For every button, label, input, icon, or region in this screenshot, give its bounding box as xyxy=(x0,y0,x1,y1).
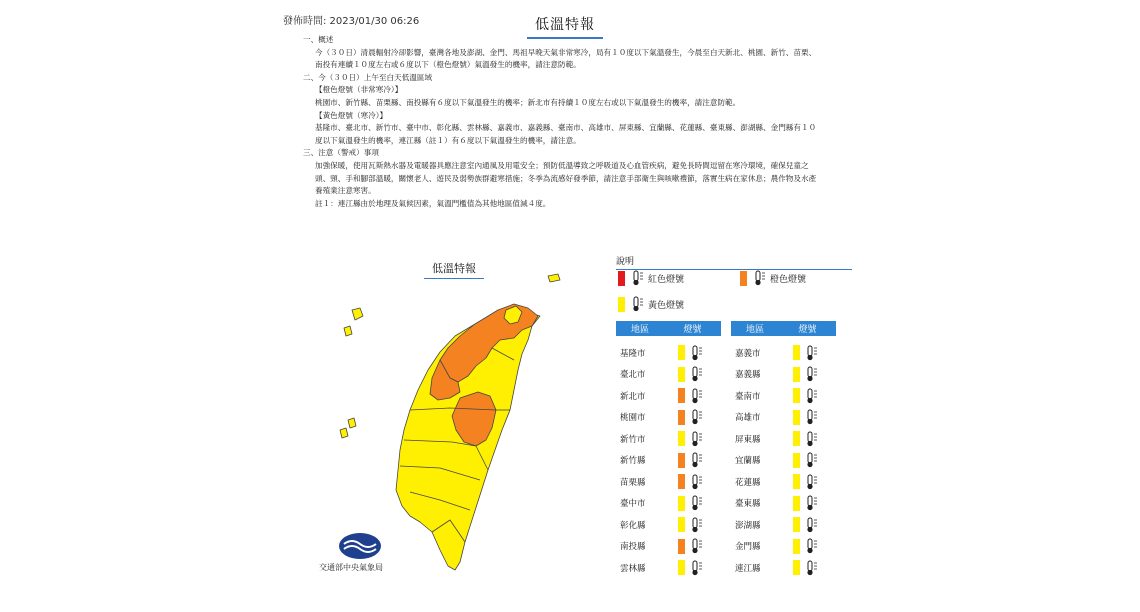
region-name: 臺南市 xyxy=(735,391,761,402)
region-name: 新竹縣 xyxy=(620,456,646,467)
region-row xyxy=(731,536,836,558)
region-name: 嘉義縣 xyxy=(735,370,761,381)
thermometer-icon xyxy=(689,388,703,404)
region-row xyxy=(616,557,721,579)
thermometer-icon xyxy=(804,517,818,533)
legend-orange xyxy=(740,270,806,286)
region-name: 雲林縣 xyxy=(620,563,646,574)
region-name: 花蓮縣 xyxy=(735,477,761,488)
region-row xyxy=(616,364,721,386)
thermometer-icon xyxy=(804,452,818,468)
section-2-heading: 二、今（３０日）上午至白天低溫區域 xyxy=(303,72,433,82)
agency-name: 交通部中央氣象局 xyxy=(319,563,383,572)
yellow-swatch xyxy=(618,297,625,312)
region-name: 嘉義市 xyxy=(735,348,761,359)
map-island-penghu-2 xyxy=(340,428,348,438)
signal-column-header: 燈號 xyxy=(798,325,817,335)
region-name: 基隆市 xyxy=(620,348,646,359)
region-row xyxy=(616,514,721,536)
thermometer-icon xyxy=(804,366,818,382)
yellow-text: 基隆市、臺北市、新竹市、臺中市、彰化縣、雲林縣、嘉義市、嘉義縣、臺南市、高雄市、屏東縣、宜蘭縣、花蓮縣、臺東縣、澎湖縣、金門縣有１０度以下氣溫發生的機率，連江縣（註１）有６度以下氣溫發生的機率，請注意。 xyxy=(315,123,817,145)
region-name: 金門縣 xyxy=(735,542,761,553)
region-table-right xyxy=(731,321,836,579)
thermometer-icon xyxy=(689,409,703,425)
signal-swatch-yellow xyxy=(793,388,800,403)
region-name: 苗栗縣 xyxy=(620,477,646,488)
issue-time: 發佈時間: 2023/01/30 06:26 xyxy=(283,16,420,27)
region-table-left xyxy=(616,321,721,579)
region-name: 彰化縣 xyxy=(620,520,646,531)
region-row xyxy=(731,428,836,450)
orange-text: 桃園市、新竹縣、苗栗縣、南投縣有６度以下氣溫發生的機率；新北市有持續１０度左右或以下氣溫發生的機率，請注意防範。 xyxy=(315,97,741,107)
signal-swatch-yellow xyxy=(793,367,800,382)
thermometer-icon xyxy=(804,345,818,361)
region-row xyxy=(616,536,721,558)
region-row xyxy=(731,557,836,579)
region-name: 臺東縣 xyxy=(735,499,761,510)
region-row xyxy=(731,385,836,407)
legend-orange-label: 橙色燈號 xyxy=(770,274,807,285)
map-island-kinmen xyxy=(344,326,352,336)
region-row xyxy=(616,342,721,364)
signal-swatch-yellow xyxy=(793,539,800,554)
signal-swatch-orange xyxy=(678,539,685,554)
orange-swatch xyxy=(740,271,747,286)
thermometer-icon xyxy=(630,296,644,312)
region-name: 連江縣 xyxy=(735,563,761,574)
signal-swatch-yellow xyxy=(678,345,685,360)
footnote: 註１：連江縣由於地理及氣候因素，氣溫門檻值為其他地區值減４度。 xyxy=(315,198,551,208)
region-name: 屏東縣 xyxy=(735,434,761,445)
section-3-text: 加強保暖，使用瓦斯熱水器及電暖器具應注意室內通風及用電安全；預防低溫導致之呼吸道及心血管疾病，避免長時間逗留在寒冷環境，確保兒童之頭、頸、手和腳部溫暖，關懷老人、遊民及弱勢族群避寒措施；冬季為流感好發季節，請注意手部衛生與咳嗽禮節，落實生病在家休息；農作物及水產養殖業注意寒害。 xyxy=(315,160,817,196)
thermometer-icon xyxy=(630,270,644,286)
legend-yellow-label: 黃色燈號 xyxy=(648,300,685,311)
region-row xyxy=(616,493,721,515)
legend-yellow xyxy=(618,296,684,312)
signal-swatch-yellow xyxy=(793,496,800,511)
region-name: 澎湖縣 xyxy=(735,520,761,531)
thermometer-icon xyxy=(804,495,818,511)
section-1-heading: 一、概述 xyxy=(303,35,334,44)
legend-red-label: 紅色燈號 xyxy=(648,274,685,285)
region-row xyxy=(616,385,721,407)
signal-swatch-yellow xyxy=(793,345,800,360)
signal-swatch-yellow xyxy=(678,367,685,382)
signal-swatch-yellow xyxy=(678,431,685,446)
signal-swatch-yellow xyxy=(793,410,800,425)
yellow-heading: 【黃色燈號（寒冷）】 xyxy=(315,110,388,120)
map-island-penghu xyxy=(348,418,356,428)
thermometer-icon xyxy=(804,538,818,554)
thermometer-icon xyxy=(689,517,703,533)
region-row xyxy=(616,428,721,450)
signal-swatch-yellow xyxy=(678,517,685,532)
region-row xyxy=(616,471,721,493)
thermometer-icon xyxy=(804,474,818,490)
section-1-text: 今（３０日）清晨輻射冷卻影響，臺灣各地及澎湖、金門、馬祖早晚天氣非常寒冷，局有１０度以下氣溫發生，今晨至白天新北、桃園、新竹、苗栗、南投有連續１０度左右或６度以下（橙色燈號）氣溫發生的機率，請注意防範。 xyxy=(315,47,817,70)
table-header xyxy=(731,321,836,336)
thermometer-icon xyxy=(804,560,818,576)
region-column-header: 地區 xyxy=(630,325,649,335)
region-row xyxy=(731,450,836,472)
signal-swatch-yellow xyxy=(793,474,800,489)
thermometer-icon xyxy=(804,388,818,404)
region-column-header: 地區 xyxy=(745,325,764,335)
region-name: 南投縣 xyxy=(620,542,646,553)
region-name: 新北市 xyxy=(620,391,646,402)
region-name: 新竹市 xyxy=(620,434,646,445)
region-name: 桃園市 xyxy=(620,413,646,424)
section-3-heading: 三、注意（警戒）事項 xyxy=(303,148,379,158)
signal-swatch-yellow xyxy=(793,560,800,575)
region-name: 宜蘭縣 xyxy=(735,456,761,467)
signal-swatch-orange xyxy=(678,388,685,403)
page-title: 低溫特報 xyxy=(527,14,603,39)
region-row xyxy=(731,514,836,536)
signal-swatch-yellow xyxy=(678,496,685,511)
table-header xyxy=(616,321,721,336)
region-row xyxy=(731,407,836,429)
region-row xyxy=(731,364,836,386)
signal-swatch-yellow xyxy=(678,560,685,575)
region-name: 臺北市 xyxy=(620,370,646,381)
warning-text-body xyxy=(303,34,823,210)
map-title: 低溫特報 xyxy=(424,260,484,279)
thermometer-icon xyxy=(689,495,703,511)
signal-swatch-orange xyxy=(678,453,685,468)
region-row xyxy=(616,407,721,429)
legend-red xyxy=(618,270,684,286)
cwb-logo xyxy=(338,532,382,560)
map-island-matsu-2 xyxy=(352,308,363,320)
thermometer-icon xyxy=(689,452,703,468)
orange-heading: 【橙色燈號（非常寒冷）】 xyxy=(315,85,403,95)
region-row xyxy=(731,342,836,364)
thermometer-icon xyxy=(752,270,766,286)
thermometer-icon xyxy=(689,538,703,554)
thermometer-icon xyxy=(804,431,818,447)
signal-swatch-orange xyxy=(678,410,685,425)
region-name: 臺中市 xyxy=(620,499,646,510)
thermometer-icon xyxy=(689,474,703,490)
thermometer-icon xyxy=(689,431,703,447)
thermometer-icon xyxy=(689,560,703,576)
legend-heading: 說明 xyxy=(616,254,852,270)
region-row xyxy=(616,450,721,472)
region-name: 高雄市 xyxy=(735,413,761,424)
thermometer-icon xyxy=(804,409,818,425)
map-island-matsu xyxy=(548,274,560,282)
red-swatch xyxy=(618,271,625,286)
region-row xyxy=(731,471,836,493)
thermometer-icon xyxy=(689,345,703,361)
signal-swatch-orange xyxy=(678,474,685,489)
signal-swatch-yellow xyxy=(793,517,800,532)
thermometer-icon xyxy=(689,366,703,382)
signal-swatch-yellow xyxy=(793,431,800,446)
region-row xyxy=(731,493,836,515)
signal-swatch-yellow xyxy=(793,453,800,468)
signal-column-header: 燈號 xyxy=(683,325,702,335)
